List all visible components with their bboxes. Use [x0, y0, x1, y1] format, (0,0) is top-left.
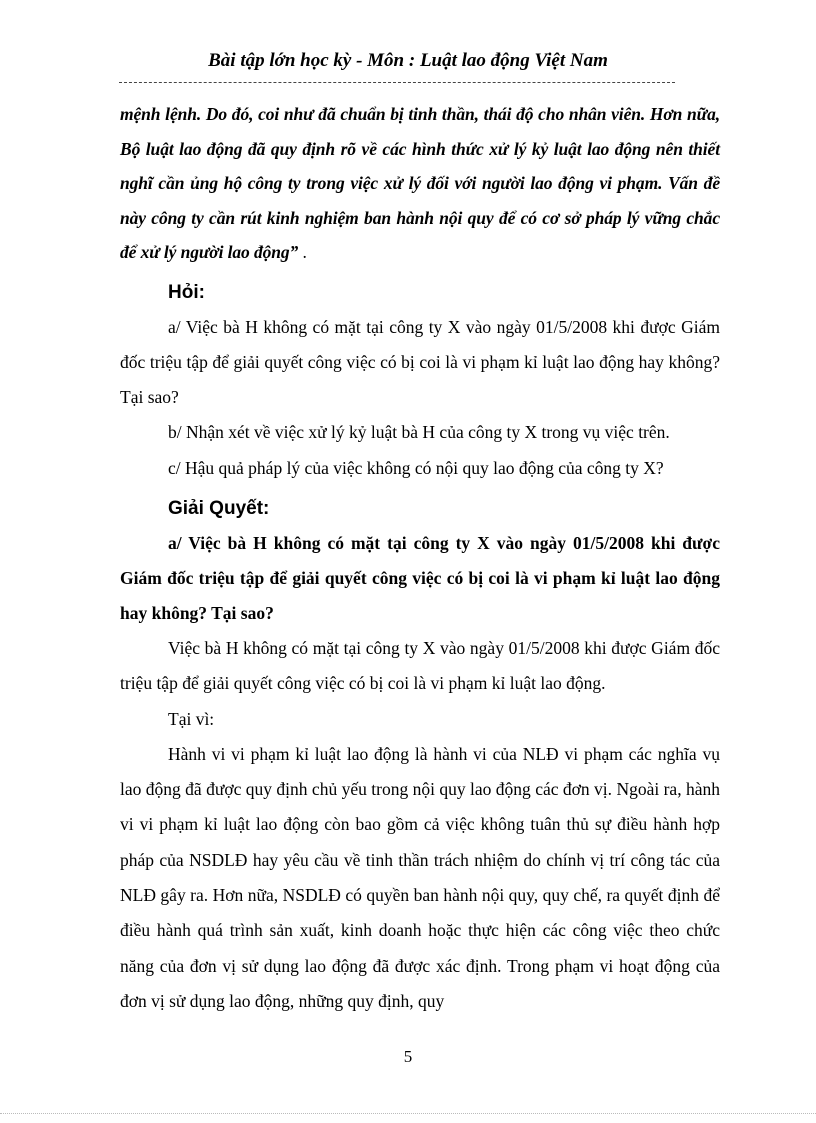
page-header-title: Bài tập lớn học kỳ - Môn : Luật lao động Việt Nam: [208, 50, 608, 71]
questions-heading: Hỏi:: [168, 281, 205, 303]
page-bottom-border: [0, 1113, 816, 1114]
intro-paragraph-tail: .: [298, 242, 307, 262]
header-divider: [119, 82, 675, 83]
reason-label: Tại vì:: [168, 708, 215, 729]
answer-a-text: Việc bà H không có mặt tại công ty X vào ngày 01/5/2008 khi được Giám đốc triệu tập để giải quyết công việc có bị coi là vi phạm kỉ luật lao động.: [120, 637, 720, 694]
intro-paragraph: [120, 97, 720, 270]
question-c: c/ Hậu quả pháp lý của việc không có nội quy lao động của công ty X?: [168, 457, 664, 478]
answer-a-question: a/ Việc bà H không có mặt tại công ty X vào ngày 01/5/2008 khi được Giám đốc triệu tập để giải quyết công việc có bị coi là vi phạm kỉ luật lao động hay không? Tại sao?: [120, 532, 720, 623]
question-a: a/ Việc bà H không có mặt tại công ty X vào ngày 01/5/2008 khi được Giám đốc triệu tập để giải quyết công việc có bị coi là vi phạm kỉ luật lao động hay không? Tại sao?: [120, 316, 720, 408]
question-b: b/ Nhận xét về việc xử lý kỷ luật bà H của công ty X trong vụ việc trên.: [168, 422, 670, 443]
intro-paragraph-text: mệnh lệnh. Do đó, coi như đã chuẩn bị tinh thần, thái độ cho nhân viên. Hơn nữa, Bộ luật lao động đã quy định rõ về các hình thức xử lý kỷ luật lao động nên thiết nghĩ cần ủng hộ công ty trong việc xử lý đối với người lao động vi phạm. Vấn đề này công ty cần rút kinh nghiệm ban hành nội quy để có cơ sở pháp lý vững chắc để xử lý người lao động”: [120, 104, 720, 262]
answers-heading: Giải Quyết:: [168, 497, 270, 519]
document-body: [120, 97, 720, 1019]
page-number: 5: [403, 1047, 413, 1066]
reason-paragraph: Hành vi vi phạm kỉ luật lao động là hành vi của NLĐ vi phạm các nghĩa vụ lao động đã được quy định chủ yếu trong nội quy lao động các đơn vị. Ngoài ra, hành vi vi phạm kỉ luật lao động còn bao gồm cả việc không tuân thủ sự điều hành hợp pháp của NSDLĐ hay yêu cầu về tinh thần trách nhiệm do chính vị trí công tác của NLĐ gây ra. Hơn nữa, NSDLĐ có quyền ban hành nội quy, quy chế, ra quyết định để điều hành quá trình sản xuất, kinh doanh hoặc thực hiện các công việc theo chức năng của đơn vị sử dụng lao động đã được xác định. Trong phạm vi hoạt động của đơn vị sử dụng lao động, những quy định, quy: [120, 743, 720, 1011]
